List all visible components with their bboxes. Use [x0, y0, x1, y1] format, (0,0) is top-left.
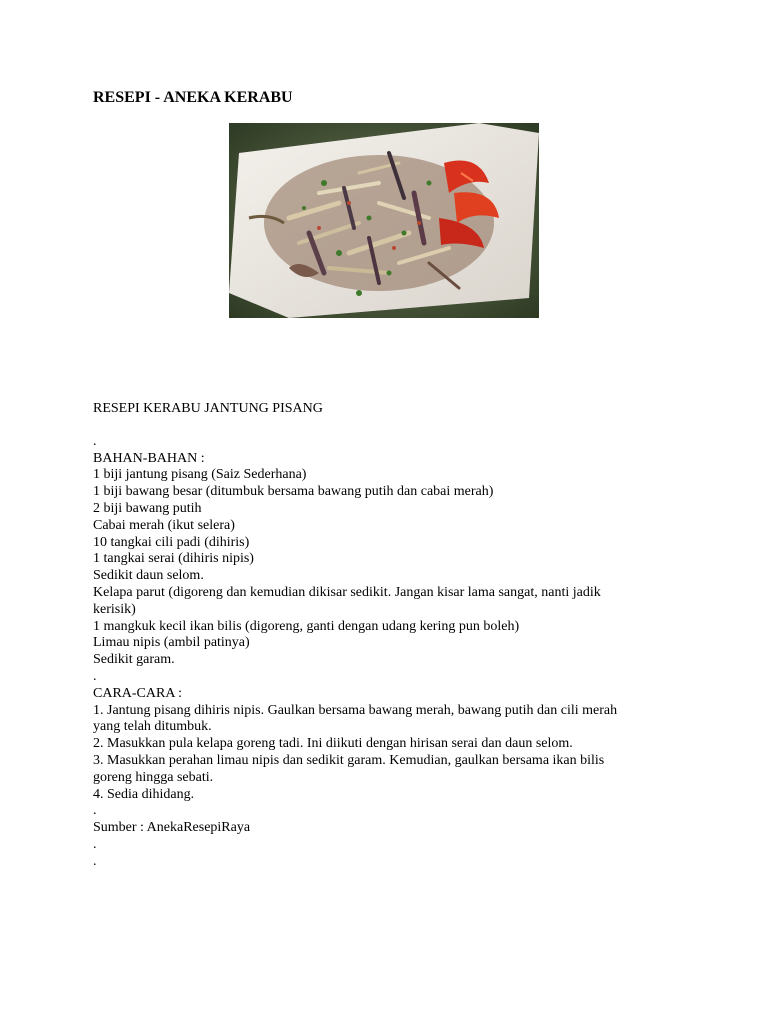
text-line: .: [93, 803, 97, 819]
kerabu-dish-photo: [229, 123, 539, 318]
ingredient-line: 1 biji jantung pisang (Saiz Sederhana): [93, 467, 307, 483]
ingredient-line: 2 biji bawang putih: [93, 500, 202, 516]
text-line: .: [93, 836, 97, 852]
ingredient-line: Kelapa parut (digoreng dan kemudian dikisar sedikit. Jangan kisar lama sangat, nanti jadik: [93, 584, 601, 600]
ingredient-line: 1 biji bawang besar (ditumbuk bersama bawang putih dan cabai merah): [93, 484, 494, 500]
text-line: .: [93, 853, 97, 869]
method-step-line: 3. Masukkan perahan limau nipis dan sedikit garam. Kemudian, gaulkan bersama ikan bilis: [93, 752, 605, 768]
ingredient-line: Sedikit daun selom.: [93, 568, 204, 584]
dish-illustration: [229, 123, 539, 318]
spacer: [93, 418, 693, 434]
ingredients-heading: BAHAN-BAHAN :: [93, 450, 205, 466]
method-step-line: 4. Sedia dihidang.: [93, 786, 195, 802]
source-line: Sumber : AnekaResepiRaya: [93, 820, 251, 836]
method-step-line: 1. Jantung pisang dihiris nipis. Gaulkan bersama bawang merah, bawang putih dan cili merah: [93, 702, 618, 718]
ingredient-line: 1 tangkai serai (dihiris nipis): [93, 551, 254, 567]
ingredient-line: 1 mangkuk kecil ikan bilis (digoreng, ganti dengan udang kering pun boleh): [93, 618, 520, 634]
method-step-line: goreng hingga sebati.: [93, 769, 214, 785]
recipe-body: [93, 401, 693, 871]
text-line: .: [93, 433, 97, 449]
method-heading: CARA-CARA :: [93, 685, 183, 701]
method-step-line: yang telah ditumbuk.: [93, 719, 212, 735]
ingredient-line: Sedikit garam.: [93, 652, 175, 668]
ingredient-line: 10 tangkai cili padi (dihiris): [93, 534, 250, 550]
method-step-line: 2. Masukkan pula kelapa goreng tadi. Ini diikuti dengan hirisan serai dan daun selom.: [93, 736, 573, 752]
document-title: RESEPI - ANEKA KERABU: [93, 89, 293, 106]
ingredient-line: Cabai merah (ikut selera): [93, 517, 235, 533]
recipe-title: RESEPI KERABU JANTUNG PISANG: [93, 401, 323, 416]
text-line: .: [93, 668, 97, 684]
ingredient-line: Limau nipis (ambil patinya): [93, 635, 250, 651]
ingredient-line: kerisik): [93, 601, 136, 617]
